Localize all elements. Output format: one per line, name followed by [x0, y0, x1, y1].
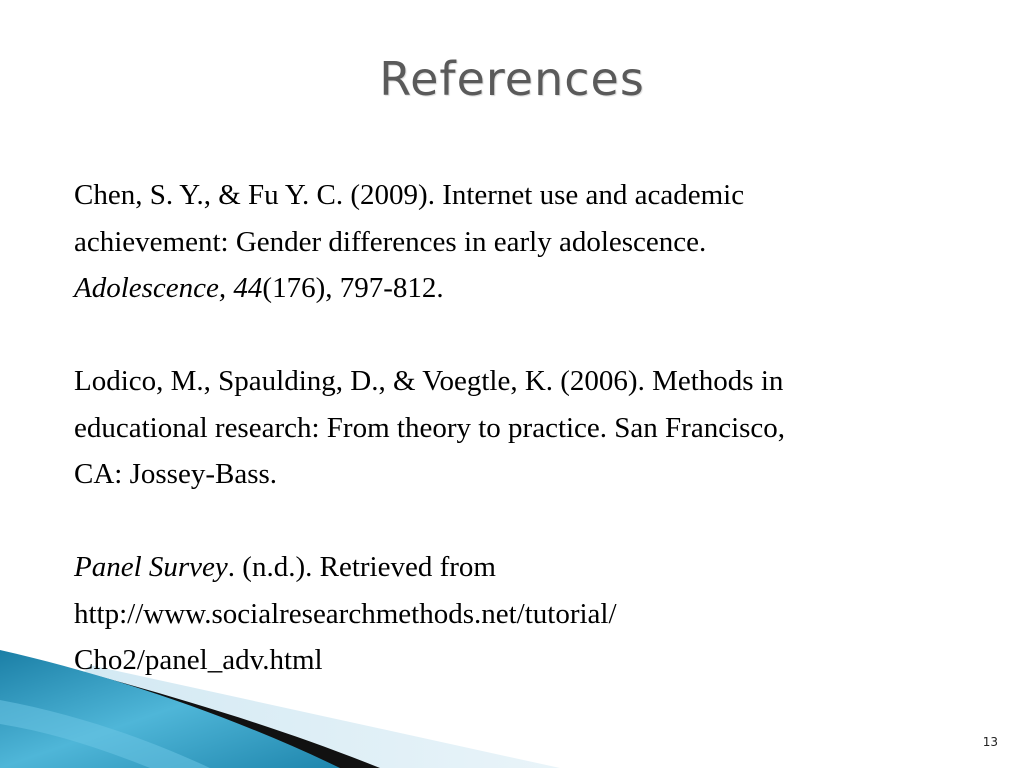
reference-line: Lodico, M., Spaulding, D., & Voegtle, K. (2006). Methods in [74, 365, 784, 397]
journal-title: Adolescence, 44 [74, 272, 263, 304]
reference-line: educational research: From theory to practice. San Francisco, [74, 411, 786, 444]
reference-line: CA: Jossey-Bass. [74, 458, 278, 490]
slide-title: References [379, 52, 645, 106]
reference-line: achievement: Gender differences in early adolescence. [74, 225, 707, 258]
reference-item [74, 172, 974, 312]
page-number: 13 [982, 735, 998, 749]
reference-url-line: http://www.socialresearchmethods.net/tutorial/ [74, 597, 617, 630]
reference-item [74, 544, 974, 684]
reference-line: Chen, S. Y., & Fu Y. C. (2009). Internet use and academic [74, 179, 745, 211]
reference-url-line: Cho2/panel_adv.html [74, 644, 323, 676]
reference-line [74, 544, 974, 591]
reference-item [74, 358, 974, 498]
reference-list [74, 172, 974, 730]
source-title: Panel Survey [74, 551, 228, 583]
reference-line-text: . (n.d.). Retrieved from [227, 551, 496, 583]
reference-line-text: (176), 797-812. [262, 272, 444, 304]
reference-line [74, 265, 974, 312]
